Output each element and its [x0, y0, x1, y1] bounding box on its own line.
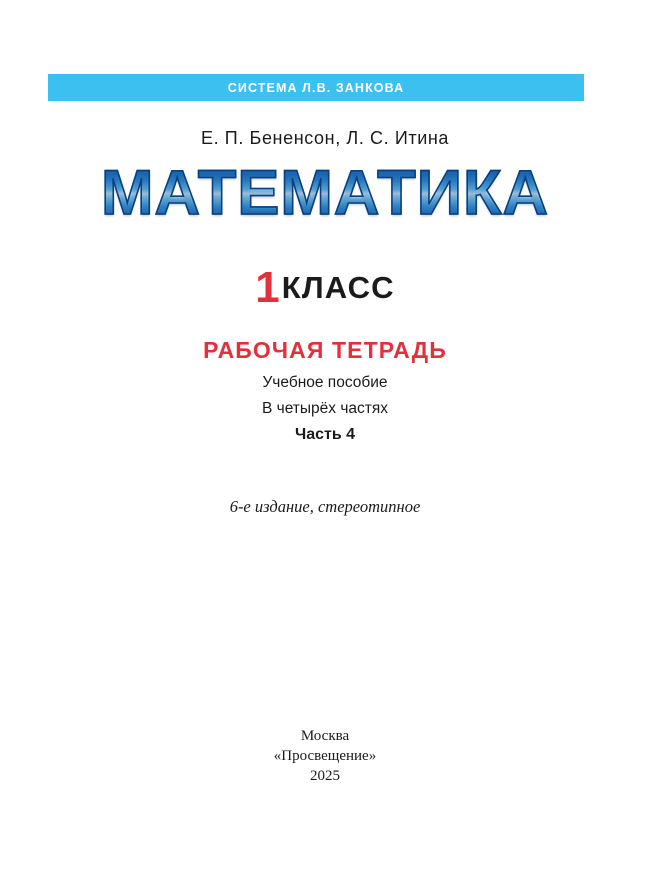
grade-line — [0, 263, 650, 313]
imprint-year: 2025 — [310, 768, 340, 784]
book-title: МАТЕМАТИКА — [101, 158, 549, 228]
authors-line: Е. П. Бененсон, Л. С. Итина — [200, 128, 450, 148]
series-banner-label: СИСТЕМА Л.В. ЗАНКОВА — [227, 80, 405, 95]
workbook-label: РАБОЧАЯ ТЕТРАДЬ — [203, 337, 447, 363]
part-number: Часть 4 — [294, 426, 356, 443]
subtitle-learning-aid: Учебное пособие — [262, 374, 388, 391]
edition-note: 6-е издание, стереотипное — [229, 497, 421, 516]
imprint-block — [0, 726, 650, 786]
grade-number: 1 — [255, 263, 280, 312]
imprint-city: Москва — [300, 728, 350, 744]
book-title-container — [0, 158, 650, 228]
grade-word: КЛАСС — [281, 270, 395, 305]
imprint-publisher: «Просвещение» — [273, 748, 377, 764]
subtitle-four-parts: В четырёх частях — [261, 400, 389, 417]
series-banner — [48, 74, 584, 101]
